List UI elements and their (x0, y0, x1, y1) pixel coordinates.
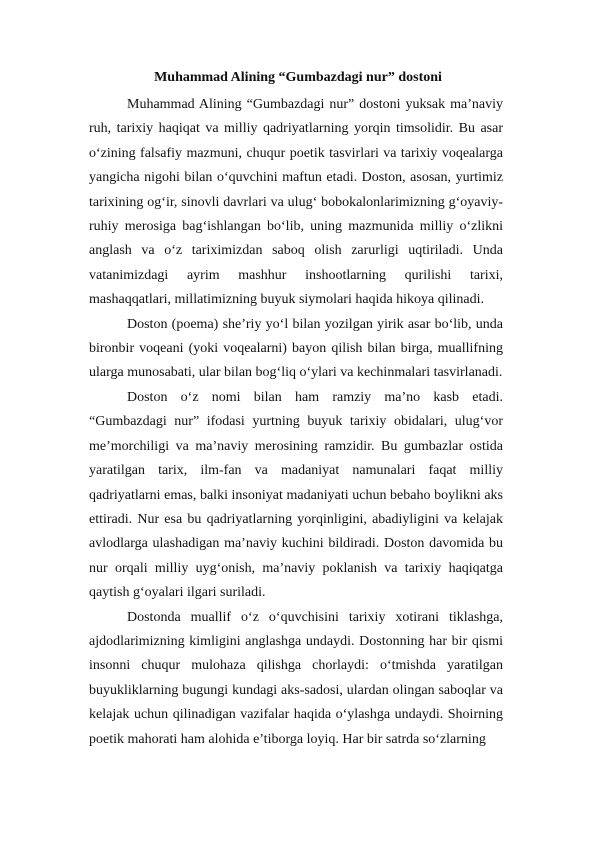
paragraph-4: Dostonda muallif o‘z o‘quvchisini tarixiy xotirani tiklashga, ajdodlarimizning kimligini anglashga undaydi. Dostonning har bir qismi insonni chuqur mulohaza qilishga chorlaydi: o‘tmishda yaratilgan buyukliklarning bugungi kundagi aks-sadosi, ulardan olingan saboqlar va kelajak uchun qilinadigan vazifalar haqida o‘ylashga undaydi. Shoirning poetik mahorati ham alohida e’tiborga loyiq. Har bir satrda so‘zlarning (89, 609, 503, 747)
document-body (89, 93, 503, 752)
paragraph-1: Muhammad Alining “Gumbazdagi nur” dostoni yuksak ma’naviy ruh, tarixiy haqiqat va milliy qadriyatlarning yorqin timsolidir. Bu asar o‘zining falsafiy mazmuni, chuqur poetik tasvirlari va tarixiy voqealarga yangicha nigohi bilan o‘quvchini maftun etadi. Doston, asosan, yurtimiz tarixining og‘ir, sinovli davrlari va ulug‘ bobokalonlarimizning g‘oyaviy-ruhiy merosiga bag‘ishlangan bo‘lib, uning mazmunida milliy o‘zlikni anglash va o‘z tariximizdan saboq olish zarurligi uqtiriladi. Unda vatanimizdagi ayrim mashhur inshootlarning qurilishi tarixi, mashaqqatlari, millatimizning buyuk siymolari haqida hikoya qilinadi. (89, 97, 503, 308)
paragraph-2: Doston (poema) she’riy yo‘l bilan yozilgan yirik asar bo‘lib, unda bironbir voqeani (yoki voqealarni) bayon qilish bilan birga, muallifning ularga munosabati, ular bilan bog‘liq o‘ylari va kechinmalari tasvirlanadi. (89, 316, 503, 381)
document-title: Muhammad Alining “Gumbazdagi nur” dostoni (154, 70, 442, 85)
paragraph-3: Doston o‘z nomi bilan ham ramziy ma’no kasb etadi. “Gumbazdagi nur” ifodasi yurtning buyuk tarixiy obidalari, ulug‘vor me’morchiligi va ma’naviy merosining ramzidir. Bu gumbazlar ostida yaratilgan tarix, ilm-fan va madaniyat namunalari faqat milliy qadriyatlarni emas, balki insoniyat madaniyati uchun bebaho boylikni aks ettiradi. Nur esa bu qadriyatlarning yorqinligini, abadiyligini va kelajak avlodlarga ulashadigan ma’naviy kuchini bildiradi. Doston davomida bu nur orqali milliy uyg‘onish, ma’naviy poklanish va tarixiy haqiqatga qaytish g‘oyalari ilgari suriladi. (89, 389, 503, 601)
